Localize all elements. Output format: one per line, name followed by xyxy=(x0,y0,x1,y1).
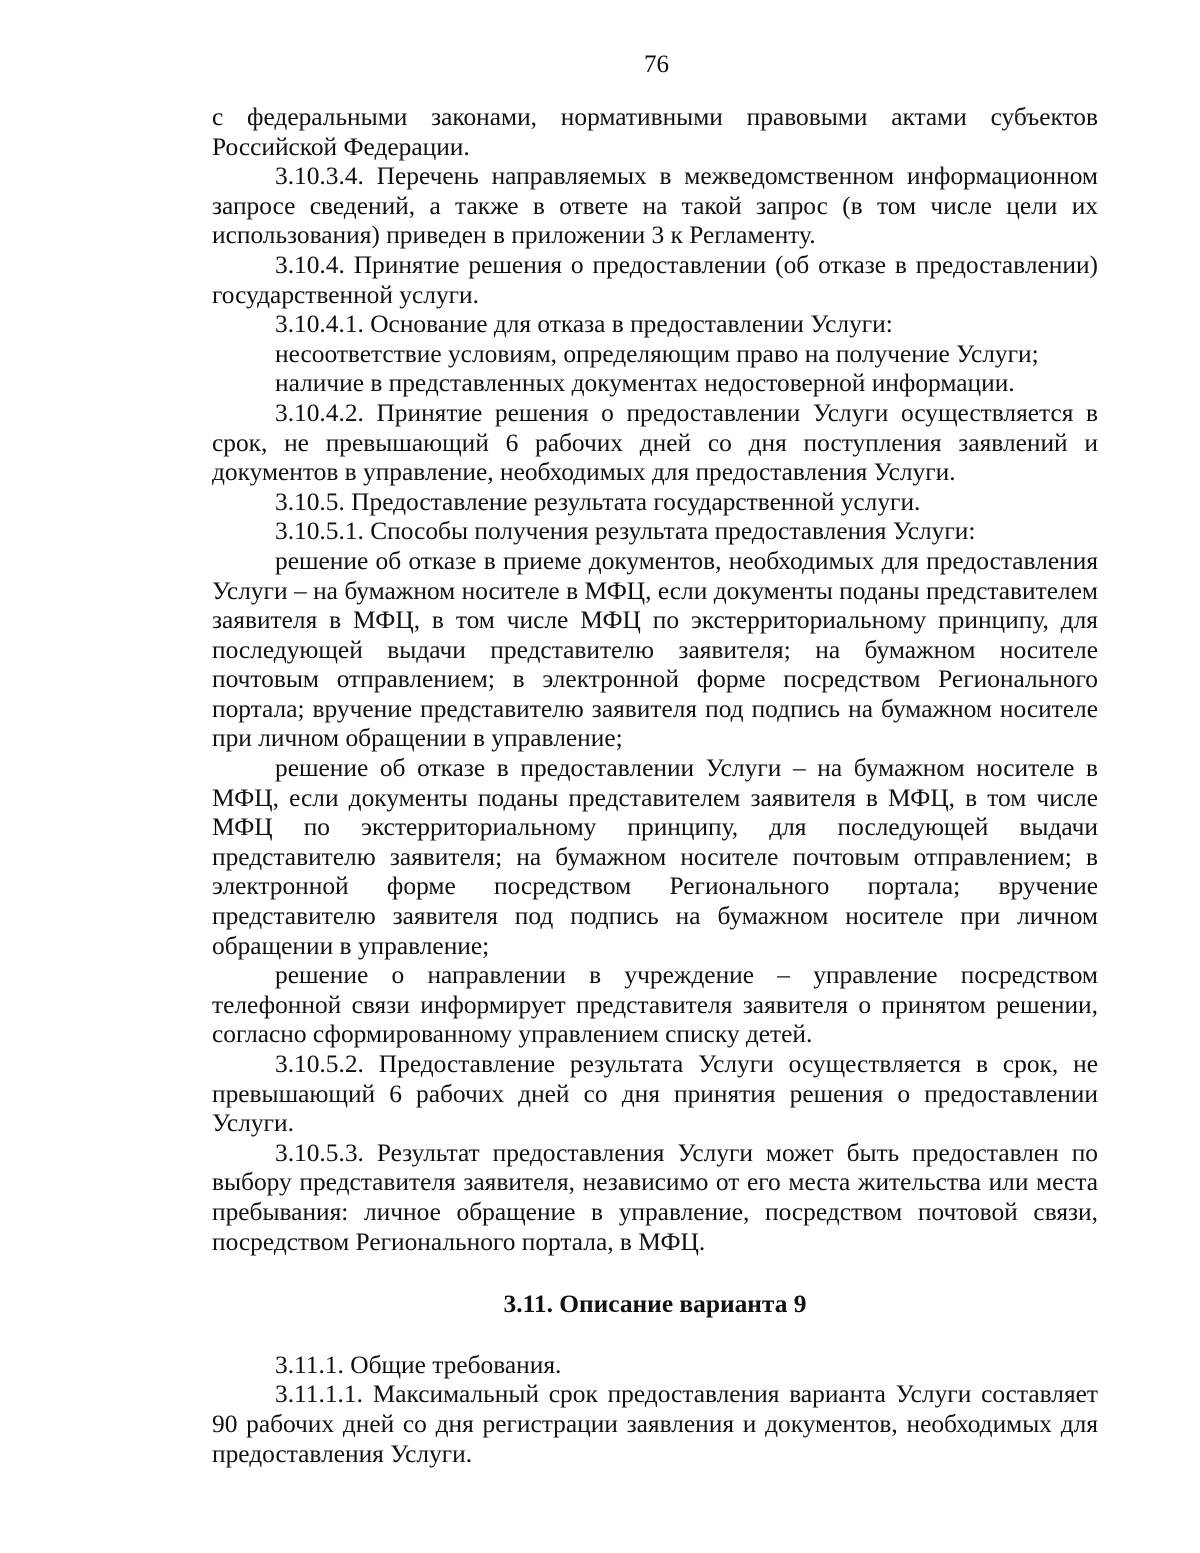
paragraph: 3.10.5.1. Способы получения результата предоставления Услуги: xyxy=(275,517,976,546)
paragraph: 3.10.4. Принятие решения о предоставлении (об отказе в предоставлении) государственной услуги. xyxy=(212,250,1098,309)
paragraph: 3.10.5.2. Предоставление результата Услуги осуществляется в срок, не превышающий 6 рабочих дней со дня принятия решения о предоставлении Услуги. xyxy=(212,1050,1098,1138)
paragraphs-before-heading xyxy=(212,103,1098,1257)
section-heading: 3.11. Описание варианта 9 xyxy=(503,1290,807,1319)
paragraph: 3.10.3.4. Перечень направляемых в межведомственном информационном запросе сведений, а также в ответе на такой запрос (в том числе цели их использования) приведен в приложении 3 к Регламенту. xyxy=(212,162,1098,250)
paragraph: с федеральными законами, нормативными правовыми актами субъектов Российской Федерации. xyxy=(212,103,1098,161)
paragraph: 3.10.4.1. Основание для отказа в предоставлении Услуги: xyxy=(275,310,893,339)
paragraph: 3.11.1.1. Максимальный срок предоставления варианта Услуги составляет 90 рабочих дней со дня регистрации заявления и документов, необходимых для предоставления Услуги. xyxy=(212,1380,1098,1468)
paragraph: наличие в представленных документах недостоверной информации. xyxy=(275,369,1015,398)
document-body xyxy=(212,103,1098,1469)
paragraph: решение о направлении в учреждение – управление посредством телефонной связи информирует представителя заявителя о принятом решении, согласно сформированному управлением списку детей. xyxy=(212,961,1098,1049)
page-number: 76 xyxy=(644,51,669,78)
paragraph: решение об отказе в приеме документов, необходимых для предоставления Услуги – на бумажном носителе в МФЦ, если документы поданы представителем заявителя в МФЦ, в том числе МФЦ по экстерриториальному принципу, для последующей выдачи представителю заявителя; на бумажном носителе почтовым отправлением; в электронной форме посредством Регионального портала; вручение представителю заявителя под подпись на бумажном носителе при личном обращении в управление; xyxy=(212,546,1098,753)
paragraph: 3.10.5.3. Результат предоставления Услуги может быть предоставлен по выбору представителя заявителя, независимо от его места жительства или места пребывания: личное обращение в управление, посредством почтовой связи, посредством Регионального портала, в МФЦ. xyxy=(212,1138,1098,1256)
paragraph: несоответствие условиям, определяющим право на получение Услуги; xyxy=(275,339,1039,368)
paragraph: 3.10.5. Предоставление результата государственной услуги. xyxy=(275,487,921,516)
paragraph: решение об отказе в предоставлении Услуги – на бумажном носителе в МФЦ, если документы поданы представителем заявителя в МФЦ, в том числе МФЦ по экстерриториальному принципу, для последующей выдачи представителю заявителя; на бумажном носителе почтовым отправлением; в электронной форме посредством Регионального портала; вручение представителю заявителя под подпись на бумажном носителе при личном обращении в управление; xyxy=(212,754,1098,960)
paragraphs-after-heading xyxy=(212,1351,1098,1469)
paragraph: 3.10.4.2. Принятие решения о предоставлении Услуги осуществляется в срок, не превышающий 6 рабочих дней со дня поступления заявлений и документов в управление, необходимых для предоставления Услуги. xyxy=(212,398,1098,487)
paragraph: 3.11.1. Общие требования. xyxy=(275,1350,562,1379)
